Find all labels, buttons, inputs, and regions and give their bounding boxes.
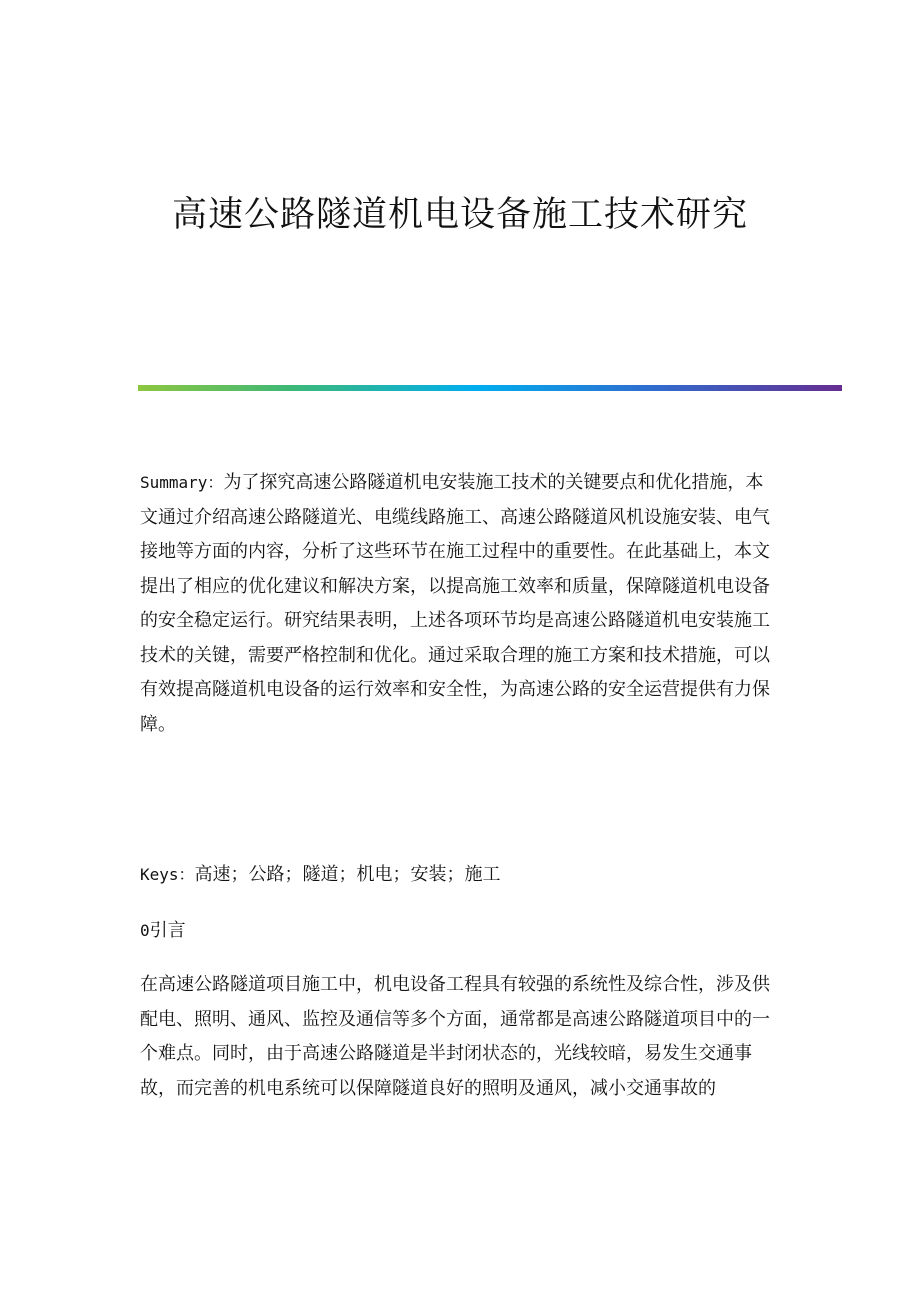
keys-text: 高速；公路；隧道；机电；安装；施工 [194, 864, 501, 885]
page-title: 高速公路隧道机电设备施工技术研究 [171, 195, 748, 235]
keys-label: Keys： [140, 865, 195, 884]
summary-label: Summary： [140, 473, 224, 492]
section-title: 引言 [149, 920, 186, 941]
title-divider [138, 385, 842, 391]
summary-paragraph [140, 466, 780, 742]
section-number: 0 [140, 921, 150, 940]
intro-paragraph: 在高速公路隧道项目施工中，机电设备工程具有较强的系统性及综合性，涉及供配电、照明、通风、监控及通信等多个方面，通常都是高速公路隧道项目中的一个难点。同时，由于高速公路隧道是半封闭状态的，光线较暗，易发生交通事故，而完善的机电系统可以保障隧道良好的照明及通风，减小交通事故的 [140, 974, 770, 1099]
section-heading [140, 914, 780, 949]
summary-text: 为了探究高速公路隧道机电安装施工技术的关键要点和优化措施，本文通过介绍高速公路隧道光、电缆线路施工、高速公路隧道风机设施安装、电气接地等方面的内容，分析了这些环节在施工过程中的重要性。在此基础上，本文提出了相应的优化建议和解决方案，以提高施工效率和质量，保障隧道机电设备的安全稳定运行。研究结果表明，上述各项环节均是高速公路隧道机电安装施工技术的关键，需要严格控制和优化。通过采取合理的施工方案和技术措施，可以有效提高隧道机电设备的运行效率和安全性，为高速公路的安全运营提供有力保障。 [140, 472, 770, 735]
keywords-line [140, 858, 780, 893]
